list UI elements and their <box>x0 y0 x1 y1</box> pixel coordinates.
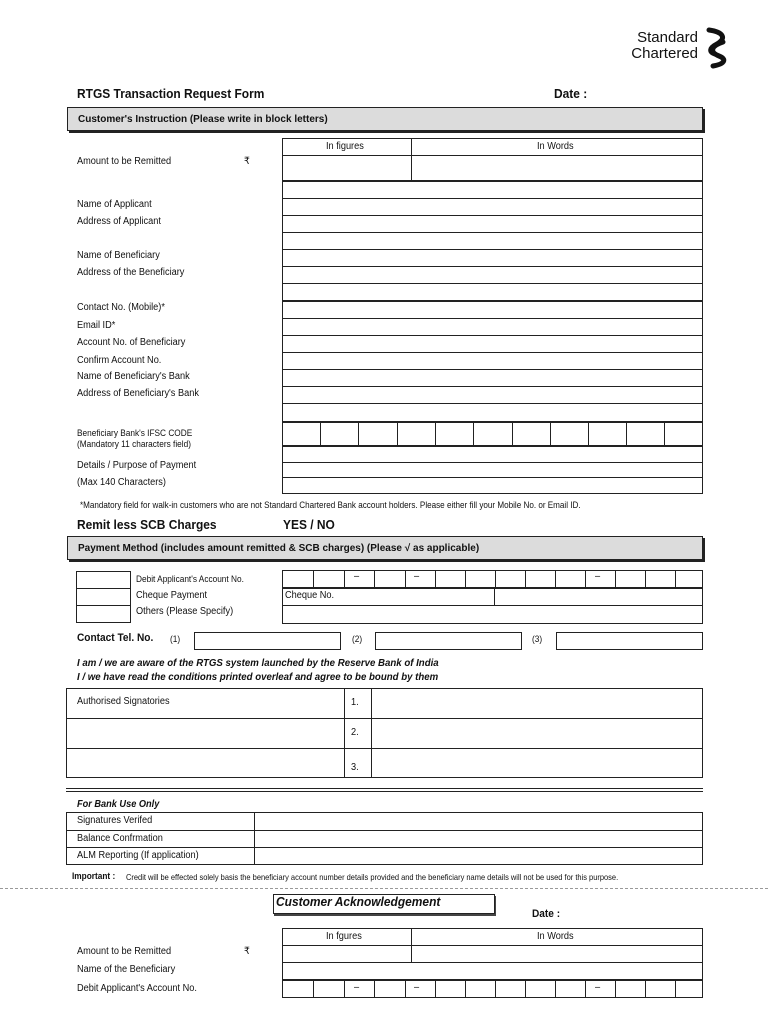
bank-use-row-label: ALM Reporting (If application) <box>77 850 199 861</box>
ack-date-label: Date : <box>532 908 561 920</box>
address-beneficiary-label: Address of the Beneficiary <box>77 267 185 278</box>
ack-amount-label: Amount to be Remitted <box>77 946 172 957</box>
ack-figures-header: In fgures <box>326 931 362 942</box>
signature-field-1[interactable] <box>372 689 702 717</box>
beneficiary-bank-label: Name of Beneficiary's Bank <box>77 371 190 382</box>
cheque-label: Cheque Payment <box>136 590 208 601</box>
ack-account-boxes[interactable] <box>282 980 703 998</box>
amount-figures-input[interactable] <box>283 155 410 180</box>
ifsc-code-boxes[interactable] <box>282 422 703 446</box>
date-label: Date : <box>554 86 588 101</box>
contact-tel-input-2[interactable] <box>375 632 522 650</box>
bank-use-title: For Bank Use Only <box>77 799 160 810</box>
payment-method-bar <box>67 536 703 560</box>
contact-num-3: (3) <box>532 634 543 644</box>
cheque-checkbox[interactable] <box>77 589 130 605</box>
customer-instruction-text: Customer's Instruction (Please write in block letters) <box>78 114 328 125</box>
email-label: Email ID* <box>77 320 116 331</box>
amount-label: Amount to be Remitted <box>77 156 172 167</box>
signature-field-2[interactable] <box>372 719 702 747</box>
standard-chartered-logo-icon <box>703 26 731 70</box>
beneficiary-bank-address-label: Address of Beneficiary's Bank <box>77 388 199 399</box>
ack-words-header: In Words <box>537 931 574 942</box>
debit-checkbox[interactable] <box>77 572 130 588</box>
contact-account-fields[interactable] <box>282 301 703 422</box>
contact-num-2: (2) <box>352 634 363 644</box>
signature-field-3[interactable] <box>372 749 702 777</box>
ack-account-dash-2: – <box>414 982 420 993</box>
others-checkbox[interactable] <box>77 606 130 622</box>
customer-instruction-bar <box>67 107 703 131</box>
confirm-account-label: Confirm Account No. <box>77 355 162 366</box>
debit-label: Debit Applicant's Account No. <box>136 574 244 584</box>
ack-debit-label: Debit Applicant's Account No. <box>77 983 197 994</box>
account-dash-1: – <box>354 571 360 582</box>
bank-use-row-label: Signatures Verifed <box>77 815 153 826</box>
important-text: Credit will be effected solely basis the beneficiary account number details provided and the beneficiary name details will not be used for this purpose. <box>126 872 619 882</box>
ack-account-dash-3: – <box>595 982 601 993</box>
in-figures-header: In figures <box>326 141 364 152</box>
cheque-no-label: Cheque No. <box>285 590 335 601</box>
cut-line <box>0 888 768 889</box>
acknowledgement-title: Customer Acknowledgement <box>276 894 441 909</box>
form-title: RTGS Transaction Request Form <box>77 86 265 101</box>
payment-method-text: Payment Method (includes amount remitted & SCB charges) (Please √ as applicable) <box>78 543 480 554</box>
rupee-symbol: ₹ <box>244 156 250 167</box>
authorised-signatories-label: Authorised Signatories <box>77 696 170 707</box>
remit-less-label: Remit less SCB Charges <box>77 517 217 532</box>
separator-line <box>66 788 703 789</box>
ack-beneficiary-label: Name of the Beneficiary <box>77 964 176 975</box>
account-dash-2: – <box>414 571 420 582</box>
cheque-number-row[interactable] <box>282 588 703 606</box>
yes-no-option[interactable]: YES / NO <box>283 517 335 532</box>
separator-line <box>66 791 703 792</box>
others-specify-input[interactable] <box>282 605 703 624</box>
others-label: Others (Please Specify) <box>136 606 234 617</box>
address-applicant-label: Address of Applicant <box>77 216 161 227</box>
contact-tel-input-3[interactable] <box>556 632 703 650</box>
brand-name-line1: Standard <box>637 29 698 46</box>
bank-use-row-label: Balance Confrmation <box>77 833 163 844</box>
ifsc-label-line1: Beneficiary Bank's IFSC CODE <box>77 428 193 438</box>
name-beneficiary-label: Name of Beneficiary <box>77 250 160 261</box>
account-beneficiary-label: Account No. of Beneficiary <box>77 337 186 348</box>
important-label: Important : <box>72 871 116 881</box>
name-applicant-label: Name of Applicant <box>77 199 152 210</box>
purpose-fields[interactable] <box>282 446 703 494</box>
purpose-label-line1: Details / Purpose of Payment <box>77 460 197 471</box>
contact-mobile-label: Contact No. (Mobile)* <box>77 302 165 313</box>
debit-account-boxes[interactable] <box>282 570 703 588</box>
applicant-beneficiary-fields[interactable] <box>282 181 703 301</box>
ack-rupee-symbol: ₹ <box>244 946 250 957</box>
declaration-line1: I am / we are aware of the RTGS system launched by the Reserve Bank of India <box>77 657 439 669</box>
contact-num-1: (1) <box>170 634 181 644</box>
contact-tel-label: Contact Tel. No. <box>77 632 154 644</box>
declaration-line2: I / we have read the conditions printed overleaf and agree to be bound by them <box>77 671 439 683</box>
contact-tel-input-1[interactable] <box>194 632 341 650</box>
purpose-label-line2: (Max 140 Characters) <box>77 477 166 488</box>
brand-name-line2: Chartered <box>631 45 698 62</box>
amount-words-input[interactable] <box>411 155 702 180</box>
in-words-header: In Words <box>537 141 574 152</box>
signatory-num-3: 3. <box>351 762 359 773</box>
mandatory-note: *Mandatory field for walk-in customers who are not Standard Chartered Bank account holders. Please either fill your Mobile No. or Email ID. <box>80 500 581 510</box>
ifsc-label-line2: (Mandatory 11 characters field) <box>77 439 191 449</box>
signatory-num-2: 2. <box>351 727 359 738</box>
ack-account-dash-1: – <box>354 982 360 993</box>
account-dash-3: – <box>595 571 601 582</box>
signatory-num-1: 1. <box>351 697 359 708</box>
